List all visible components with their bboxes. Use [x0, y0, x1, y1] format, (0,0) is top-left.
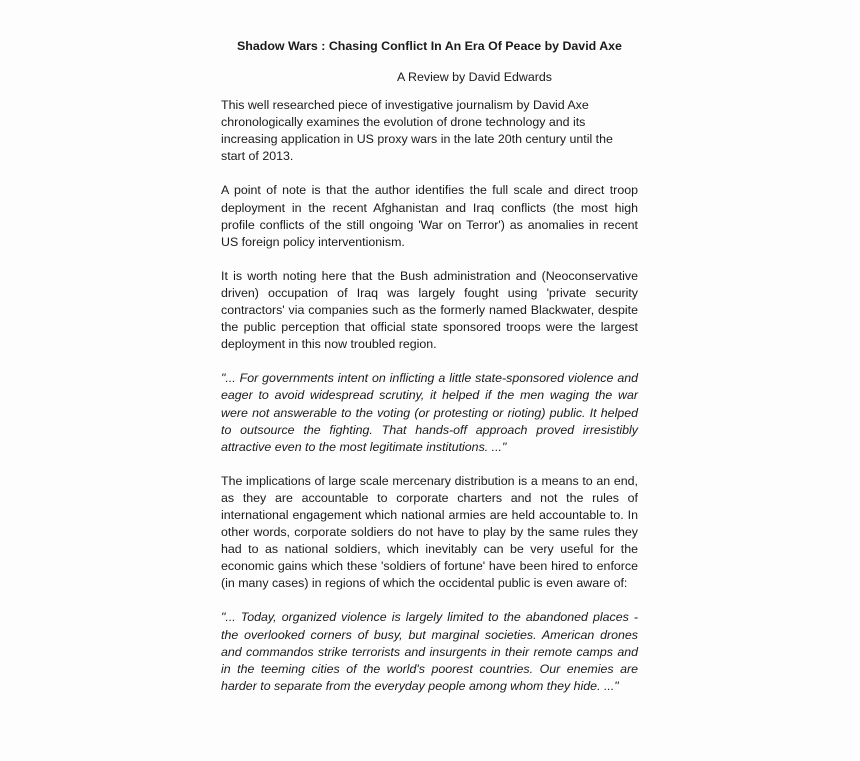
- document-title: Shadow Wars : Chasing Conflict In An Era Of Peace by David Axe: [237, 39, 622, 53]
- review-document: [221, 38, 638, 712]
- quote-organized-violence: "... Today, organized violence is largely limited to the abandoned places - the overlooked corners of busy, but marginal societies. American drones and commandos strike terrorists and insurgents in their remote camps and in the teeming cities of the world's poorest countries. Our enemies are harder to separate from the everyday people among whom they hide. ...": [221, 610, 638, 693]
- review-byline: A Review by David Edwards: [397, 70, 552, 84]
- paragraph-point-of-note: A point of note is that the author identifies the full scale and direct troop deployment in the recent Afghanistan and Iraq conflicts (the most high profile conflicts of the still ongoing 'War on Terror') as anomalies in recent US foreign policy interventionism.: [221, 183, 638, 249]
- quote-governments: "... For governments intent on inflicting a little state-sponsored violence and eager to avoid widespread scrutiny, it helped if the men waging the war were not answerable to the voting (or protesting or rioting) public. It helped to outsource the fighting. That hands-off approach proved irresistibly attractive even to the most legitimate institutions. ...": [221, 371, 638, 454]
- paragraph-bush-administration: It is worth noting here that the Bush administration and (Neoconservative driven) occupation of Iraq was largely fought using 'private security contractors' via companies such as the formerly named Blackwater, despite the public perception that official state sponsored troops were the largest deployment in this now troubled region.: [221, 268, 638, 352]
- paragraph-intro: This well researched piece of investigative journalism by David Axe chronologically examines the evolution of drone technology and its increasing application in US proxy wars in the late 20th century until the start of 2013.: [221, 98, 613, 164]
- paragraph-implications: The implications of large scale mercenary distribution is a means to an end, as they are accountable to corporate charters and not the rules of international engagement which national armies are held accountable to. In other words, corporate soldiers do not have to play by the same rules they had to as national soldiers, which inevitably can be very useful for the economic gains which these 'soldiers of fortune' have been hired to enforce (in many cases) in regions of which the occidental public is even aware of:: [221, 473, 638, 591]
